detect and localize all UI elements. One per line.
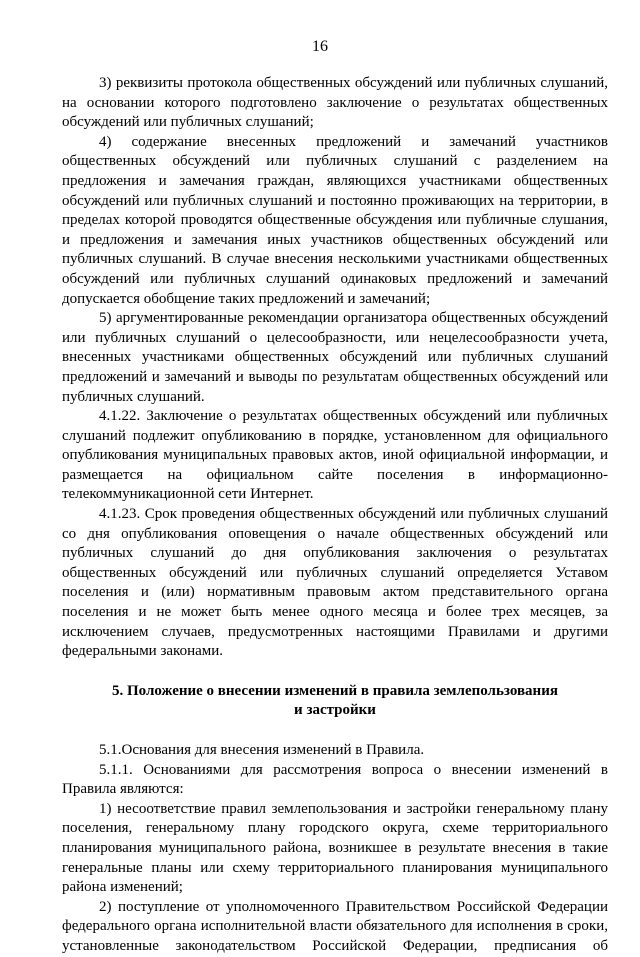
document-body [62, 74, 608, 957]
paragraph-item-2: 2) поступление от уполномоченного Правительством Российской Федерации федерального органа исполнительной власти обязательного для исполнения в сроки, установленные законодательством Российской Федерации, предписания об [62, 898, 608, 954]
paragraph-item-4: 4) содержание внесенных предложений и замечаний участников общественных обсуждений или публичных слушаний с разделением на предложения и замечания граждан, являющихся участниками общественных обсуждений или публичных слушаний и постоянно проживающих на территории, в пределах которой проводятся общественные обсуждения или публичные слушания, и предложения и замечания иных участников общественных обсуждений или публичных слушаний. В случае внесения несколькими участниками общественных обсуждений или публичных слушаний одинаковых предложений и замечаний допускается обобщение таких предложений и замечаний; [62, 133, 608, 307]
paragraph-item-5: 5) аргументированные рекомендации организатора общественных обсуждений или публичных слушаний о целесообразности, или нецелесообразности учета, внесенных участниками общественных обсуждений или публичных слушаний предложений и замечаний и выводы по результатам общественных обсуждений или публичных слушаний. [62, 310, 608, 405]
paragraph-item-1: 1) несоответствие правил землепользования и застройки генеральному плану поселения, генеральному плану городского округа, схеме территориального планирования муниципального района, возникшее в результате внесения в такие генеральные планы или схему территориального планирования муниципального района изменений; [62, 800, 608, 896]
paragraph-5-1-1: 5.1.1. Основаниями для рассмотрения вопроса о внесении изменений в Правила являются: [62, 761, 608, 798]
paragraph-5-1: 5.1.Основания для внесения изменений в Правила. [99, 742, 425, 758]
section-heading-line1: 5. Положение о внесении изменений в правила землепользования [112, 682, 558, 699]
page-number: 16 [312, 38, 328, 55]
section-heading-line2: и застройки [294, 702, 376, 719]
paragraph-4-1-22: 4.1.22. Заключение о результатах общественных обсуждений или публичных слушаний подлежит опубликованию в порядке, установленном для официального опубликования муниципальных правовых актов, иной официальной информации, и размещается на официальном сайте поселения в информационно-телекоммуникационной сети Интернет. [62, 408, 608, 503]
section-heading [62, 682, 608, 721]
paragraph-item-3: 3) реквизиты протокола общественных обсуждений или публичных слушаний, на основании которого подготовлено заключение о результатах общественных обсуждений или публичных слушаний; [62, 75, 608, 131]
paragraph-4-1-23: 4.1.23. Срок проведения общественных обсуждений или публичных слушаний со дня опубликования оповещения о начале общественных обсуждений или публичных слушаний до дня опубликования заключения о результатах общественных обсуждений или публичных слушаний определяется Уставом поселения и (или) нормативным правовым актом представительного органа поселения и не может быть менее одного месяца и более трех месяцев, за исключением случаев, предусмотренных настоящими Правилами и другими федеральными законами. [62, 506, 608, 660]
